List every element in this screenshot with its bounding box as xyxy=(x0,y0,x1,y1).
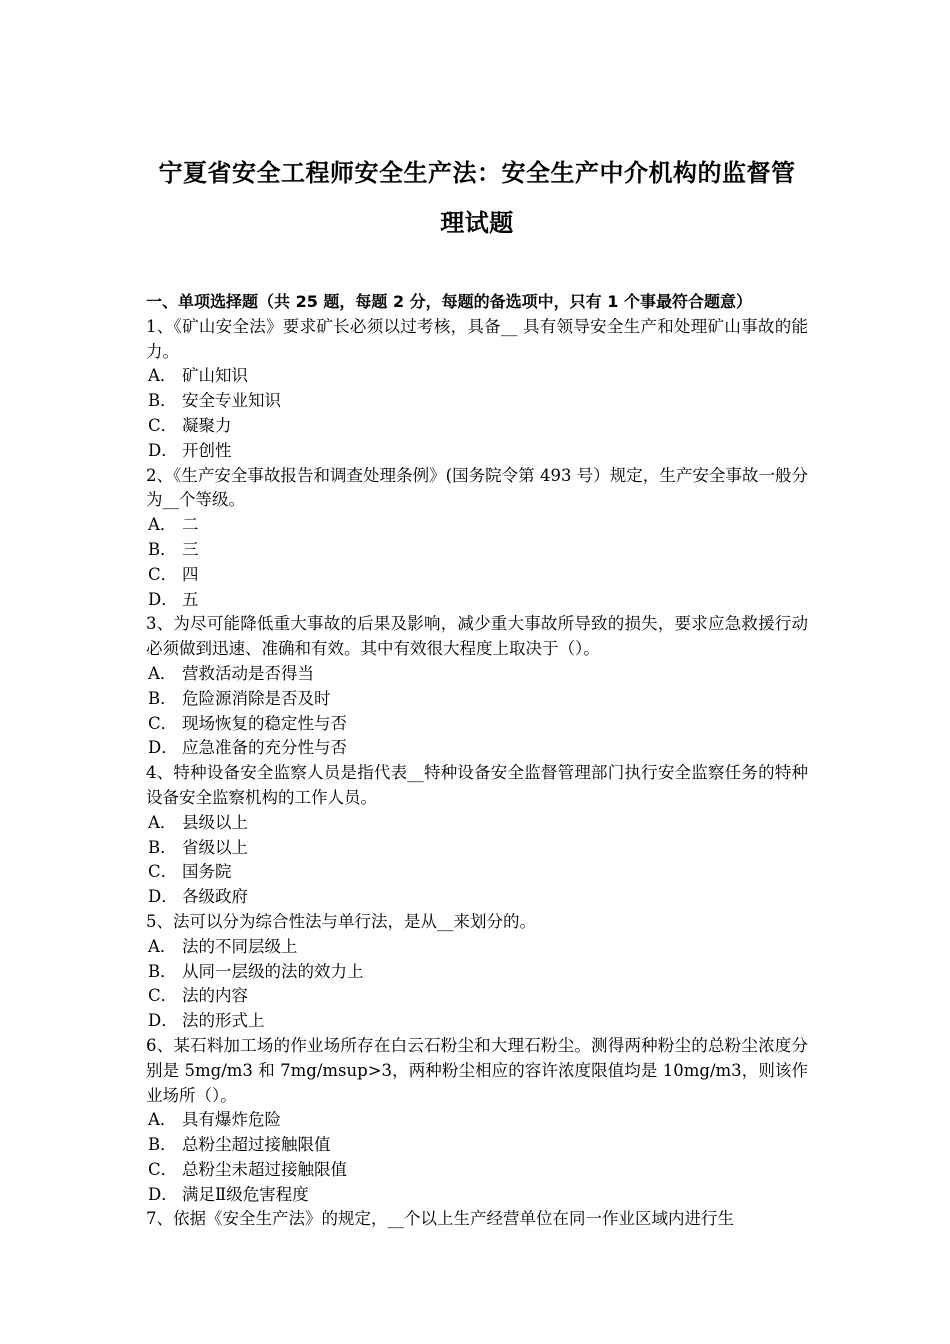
question-stem: 7、依据《安全生产法》的规定，__个以上生产经营单位在同一作业区域内进行生 xyxy=(146,1209,734,1229)
question-stem: 2、《生产安全事故报告和调查处理条例》(国务院令第 493 号）规定，生产安全事故一般分为__个等级。 xyxy=(146,465,808,510)
option-text: 总粉尘超过接触限值 xyxy=(182,1135,331,1155)
option-letter: C． xyxy=(148,415,178,435)
option-text: 省级以上 xyxy=(182,837,248,857)
option-text: 法的形式上 xyxy=(182,1011,265,1031)
option-letter: B． xyxy=(148,1135,177,1155)
option-text: 满足Ⅱ级危害程度 xyxy=(182,1184,309,1204)
question-stem: 3、为尽可能降低重大事故的后果及影响，减少重大事故所导致的损失，要求应急救援行动必须做到迅速、准确和有效。其中有效很大程度上取决于（）。 xyxy=(146,614,808,659)
answer-option xyxy=(146,588,808,613)
option-letter: D． xyxy=(148,1011,178,1031)
answer-option xyxy=(146,1158,808,1183)
answer-option xyxy=(146,513,808,538)
option-text: 危险源消除是否及时 xyxy=(182,688,331,708)
question-item xyxy=(146,1034,808,1208)
option-text: 法的不同层级上 xyxy=(182,936,298,956)
answer-option xyxy=(146,1009,808,1034)
answer-option xyxy=(146,414,808,439)
option-text: 安全专业知识 xyxy=(182,391,281,411)
question-item xyxy=(146,315,808,464)
option-letter: B． xyxy=(148,539,177,559)
option-letter: B． xyxy=(148,688,177,708)
option-letter: C． xyxy=(148,564,178,584)
question-item xyxy=(146,761,808,910)
option-text: 法的内容 xyxy=(182,986,248,1006)
answer-option xyxy=(146,712,808,737)
option-text: 三 xyxy=(182,539,199,559)
option-letter: B． xyxy=(148,391,177,411)
question-stem: 6、某石料加工场的作业场所存在白云石粉尘和大理石粉尘。测得两种粉尘的总粉尘浓度分别是 5mg/m3 和 7mg/msup>3，两种粉尘相应的容许浓度限值均是 10mg/m3，则该作业场所（）。 xyxy=(146,1035,808,1105)
option-letter: C． xyxy=(148,862,178,882)
answer-option xyxy=(146,538,808,563)
title-line-2: 理试题 xyxy=(440,209,514,237)
answer-option xyxy=(146,1108,808,1133)
answer-option xyxy=(146,687,808,712)
option-letter: C． xyxy=(148,986,178,1006)
option-text: 矿山知识 xyxy=(182,366,248,386)
document-title xyxy=(146,148,808,248)
question-stem: 5、法可以分为综合性法与单行法，是从__来划分的。 xyxy=(146,911,536,931)
option-text: 总粉尘未超过接触限值 xyxy=(182,1159,347,1179)
answer-option xyxy=(146,811,808,836)
question-item xyxy=(146,1207,808,1232)
answer-option xyxy=(146,836,808,861)
option-text: 营救活动是否得当 xyxy=(182,663,314,683)
option-text: 开创性 xyxy=(182,440,232,460)
answer-option xyxy=(146,860,808,885)
answer-option xyxy=(146,1183,808,1208)
document-page xyxy=(146,148,808,1232)
section-heading: 一、单项选择题（共 25 题，每题 2 分，每题的备选项中，只有 1 个事最符合题意） xyxy=(146,292,752,311)
option-text: 五 xyxy=(182,589,199,609)
option-letter: D． xyxy=(148,440,178,460)
option-text: 凝聚力 xyxy=(182,415,232,435)
option-letter: C． xyxy=(148,713,178,733)
option-letter: D． xyxy=(148,738,178,758)
question-item xyxy=(146,464,808,613)
option-letter: A． xyxy=(148,812,177,832)
option-letter: A． xyxy=(148,366,177,386)
option-letter: C． xyxy=(148,1159,178,1179)
option-text: 县级以上 xyxy=(182,812,248,832)
option-letter: B． xyxy=(148,837,177,857)
answer-option xyxy=(146,984,808,1009)
option-letter: D． xyxy=(148,1184,178,1204)
answer-option xyxy=(146,736,808,761)
question-stem: 1、《矿山安全法》要求矿长必须以过考核，具备__ 具有领导安全生产和处理矿山事故的能力。 xyxy=(146,316,808,361)
answer-option xyxy=(146,935,808,960)
question-stem: 4、特种设备安全监察人员是指代表__特种设备安全监督管理部门执行安全监察任务的特种设备安全监察机构的工作人员。 xyxy=(146,763,808,807)
option-text: 具有爆炸危险 xyxy=(182,1110,281,1130)
answer-option xyxy=(146,389,808,414)
option-text: 二 xyxy=(182,515,199,535)
option-text: 四 xyxy=(182,564,199,584)
option-letter: A． xyxy=(148,515,177,535)
question-item xyxy=(146,612,808,761)
option-letter: D． xyxy=(148,887,178,907)
answer-option xyxy=(146,885,808,910)
option-text: 各级政府 xyxy=(182,887,248,907)
option-letter: A． xyxy=(148,1110,177,1130)
question-list xyxy=(146,315,808,1232)
option-text: 从同一层级的法的效力上 xyxy=(182,961,364,981)
answer-option xyxy=(146,439,808,464)
answer-option xyxy=(146,364,808,389)
option-letter: B． xyxy=(148,961,177,981)
option-letter: A． xyxy=(148,663,177,683)
answer-option xyxy=(146,960,808,985)
option-text: 国务院 xyxy=(182,862,232,882)
option-text: 应急准备的充分性与否 xyxy=(182,738,347,758)
answer-option xyxy=(146,662,808,687)
question-item xyxy=(146,910,808,1034)
option-text: 现场恢复的稳定性与否 xyxy=(182,713,347,733)
option-letter: A． xyxy=(148,936,177,956)
answer-option xyxy=(146,563,808,588)
title-line-1: 宁夏省安全工程师安全生产法：安全生产中介机构的监督管 xyxy=(158,159,796,187)
answer-option xyxy=(146,1133,808,1158)
option-letter: D． xyxy=(148,589,178,609)
